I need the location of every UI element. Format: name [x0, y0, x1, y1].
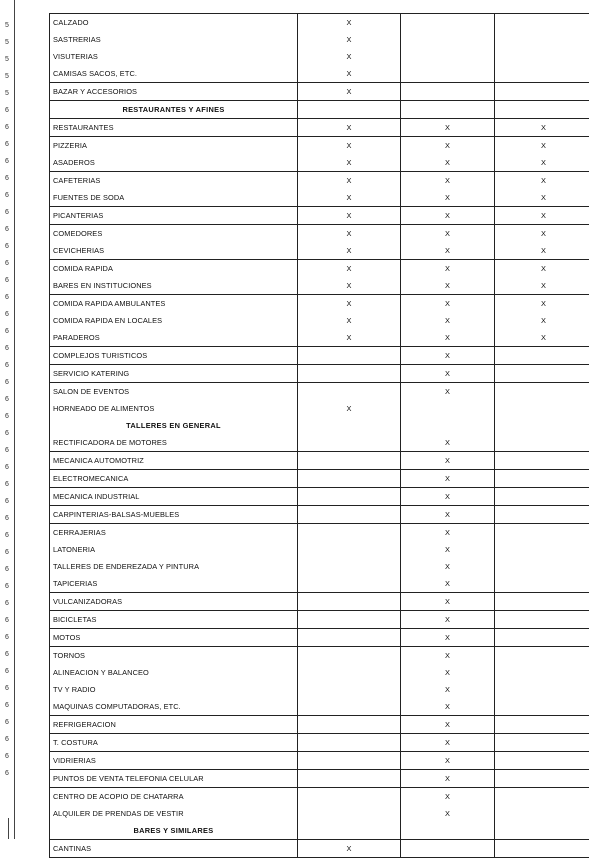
- mark-cell-c1: [298, 383, 401, 401]
- margin-mark: 6: [5, 753, 9, 760]
- mark-cell-c2: X: [401, 488, 495, 506]
- mark-cell-c1: [298, 716, 401, 734]
- margin-mark: 6: [5, 328, 9, 335]
- activity-name: BARES EN INSTITUCIONES: [50, 277, 298, 295]
- margin-mark: 6: [5, 583, 9, 590]
- margin-mark: 6: [5, 685, 9, 692]
- activity-name: COMIDA RAPIDA EN LOCALES: [50, 312, 298, 329]
- mark-cell-c3: X: [495, 189, 589, 207]
- mark-cell-c2: X: [401, 189, 495, 207]
- mark-cell-c1: X: [298, 119, 401, 137]
- mark-cell-c3: [495, 470, 589, 488]
- activity-name: SERVICIO KATERING: [50, 365, 298, 383]
- mark-cell-c3: [495, 400, 589, 417]
- table-row: [50, 734, 589, 752]
- activity-name: PUNTOS DE VENTA TELEFONIA CELULAR: [50, 770, 298, 788]
- mark-cell-c1: [298, 611, 401, 629]
- mark-cell-c3: X: [495, 225, 589, 243]
- table-row: [50, 365, 589, 383]
- mark-cell-c3: X: [495, 207, 589, 225]
- table-row: [50, 611, 589, 629]
- mark-cell-c1: X: [298, 840, 401, 858]
- table-row: [50, 752, 589, 770]
- margin-mark: 6: [5, 413, 9, 420]
- mark-cell-c2: X: [401, 277, 495, 295]
- section-header-row: [50, 101, 589, 119]
- activity-name: CAFETERIAS: [50, 172, 298, 190]
- activity-name: COMEDORES: [50, 225, 298, 243]
- mark-cell-c3: X: [495, 154, 589, 172]
- activity-name: CAMISAS SACOS, ETC.: [50, 65, 298, 83]
- mark-cell-c2: X: [401, 295, 495, 313]
- table-row: [50, 31, 589, 48]
- mark-cell-c1: [298, 524, 401, 542]
- activities-table-body: [50, 14, 589, 858]
- table-row: [50, 189, 589, 207]
- mark-cell-c1: [298, 770, 401, 788]
- table-row: [50, 470, 589, 488]
- mark-cell-c3: [495, 452, 589, 470]
- table-row: [50, 541, 589, 558]
- mark-cell-c1: [298, 365, 401, 383]
- table-row: [50, 260, 589, 278]
- table-row: [50, 48, 589, 65]
- mark-cell-c1: X: [298, 48, 401, 65]
- mark-cell-c2: X: [401, 698, 495, 716]
- margin-mark: 6: [5, 158, 9, 165]
- mark-cell-c2: [401, 400, 495, 417]
- left-margin-rule-lower: [8, 818, 9, 839]
- table-row: [50, 83, 589, 101]
- activity-name: ALQUILER DE PRENDAS DE VESTIR: [50, 805, 298, 822]
- margin-mark: 6: [5, 719, 9, 726]
- mark-cell-c3: [495, 716, 589, 734]
- mark-cell-c3: X: [495, 172, 589, 190]
- activity-name: ALINEACION Y BALANCEO: [50, 664, 298, 681]
- table-row: [50, 558, 589, 575]
- mark-cell-c1: [298, 541, 401, 558]
- mark-cell-c1: [298, 593, 401, 611]
- activity-name: VISUTERIAS: [50, 48, 298, 65]
- mark-cell-c2: X: [401, 664, 495, 681]
- table-row: [50, 400, 589, 417]
- activity-name: PARADEROS: [50, 329, 298, 347]
- mark-cell-c3: [495, 347, 589, 365]
- activity-name: MAQUINAS COMPUTADORAS, ETC.: [50, 698, 298, 716]
- mark-cell-c3: [495, 365, 589, 383]
- table-row: [50, 698, 589, 716]
- mark-cell-c3: [495, 770, 589, 788]
- mark-cell-c2: X: [401, 329, 495, 347]
- activity-name: ASADEROS: [50, 154, 298, 172]
- mark-cell-c1: [298, 470, 401, 488]
- activity-name: VIDRIERIAS: [50, 752, 298, 770]
- mark-cell-c3: [495, 575, 589, 593]
- mark-cell-c1: [298, 681, 401, 698]
- mark-cell-c3: X: [495, 329, 589, 347]
- mark-cell-c1: [298, 452, 401, 470]
- table-row: [50, 681, 589, 698]
- margin-mark: 6: [5, 141, 9, 148]
- table-row: [50, 242, 589, 260]
- activity-name: COMPLEJOS TURISTICOS: [50, 347, 298, 365]
- mark-cell-c2: X: [401, 558, 495, 575]
- margin-mark: 5: [5, 90, 9, 97]
- mark-cell-c1: [298, 805, 401, 822]
- mark-cell-c1: [298, 734, 401, 752]
- mark-cell-c2: X: [401, 154, 495, 172]
- margin-mark: 6: [5, 481, 9, 488]
- table-row: [50, 506, 589, 524]
- table-row: [50, 295, 589, 313]
- mark-cell-c2: X: [401, 611, 495, 629]
- mark-cell-c2: X: [401, 434, 495, 452]
- mark-cell-c3: [495, 14, 589, 32]
- mark-cell-c3: [495, 647, 589, 665]
- section-header-row: [50, 822, 589, 840]
- empty-cell: [298, 417, 401, 434]
- mark-cell-c2: [401, 14, 495, 32]
- activity-name: BICICLETAS: [50, 611, 298, 629]
- table-row: [50, 488, 589, 506]
- mark-cell-c2: [401, 840, 495, 858]
- margin-mark: 6: [5, 532, 9, 539]
- mark-cell-c2: X: [401, 647, 495, 665]
- mark-cell-c1: X: [298, 65, 401, 83]
- mark-cell-c3: [495, 840, 589, 858]
- activity-name: SALON DE EVENTOS: [50, 383, 298, 401]
- mark-cell-c3: [495, 83, 589, 101]
- activity-name: ELECTROMECANICA: [50, 470, 298, 488]
- table-row: [50, 277, 589, 295]
- table-row: [50, 14, 589, 32]
- mark-cell-c2: X: [401, 506, 495, 524]
- empty-cell: [495, 101, 589, 119]
- mark-cell-c1: X: [298, 189, 401, 207]
- mark-cell-c3: X: [495, 119, 589, 137]
- mark-cell-c3: [495, 788, 589, 806]
- margin-mark: 6: [5, 243, 9, 250]
- margin-mark: 6: [5, 379, 9, 386]
- margin-mark: 6: [5, 736, 9, 743]
- activities-table: [49, 13, 589, 858]
- activity-name: FUENTES DE SODA: [50, 189, 298, 207]
- mark-cell-c3: [495, 734, 589, 752]
- mark-cell-c3: [495, 611, 589, 629]
- empty-cell: [298, 101, 401, 119]
- margin-mark: 6: [5, 515, 9, 522]
- mark-cell-c3: X: [495, 137, 589, 155]
- table-row: [50, 805, 589, 822]
- mark-cell-c2: X: [401, 452, 495, 470]
- mark-cell-c2: X: [401, 770, 495, 788]
- mark-cell-c3: [495, 558, 589, 575]
- table-row: [50, 312, 589, 329]
- mark-cell-c2: X: [401, 629, 495, 647]
- mark-cell-c1: X: [298, 154, 401, 172]
- mark-cell-c2: X: [401, 347, 495, 365]
- mark-cell-c2: X: [401, 383, 495, 401]
- margin-mark: 5: [5, 56, 9, 63]
- mark-cell-c1: [298, 629, 401, 647]
- activity-name: TAPICERIAS: [50, 575, 298, 593]
- margin-mark: 6: [5, 651, 9, 658]
- activity-name: MECANICA AUTOMOTRIZ: [50, 452, 298, 470]
- mark-cell-c1: X: [298, 312, 401, 329]
- section-title: RESTAURANTES Y AFINES: [50, 101, 298, 119]
- margin-mark: 6: [5, 634, 9, 641]
- table-row: [50, 629, 589, 647]
- margin-mark: 6: [5, 498, 9, 505]
- table-row: [50, 207, 589, 225]
- activity-name: T. COSTURA: [50, 734, 298, 752]
- margin-mark: 6: [5, 277, 9, 284]
- activity-name: HORNEADO DE ALIMENTOS: [50, 400, 298, 417]
- mark-cell-c1: [298, 558, 401, 575]
- empty-cell: [401, 822, 495, 840]
- margin-mark: 6: [5, 600, 9, 607]
- mark-cell-c1: X: [298, 242, 401, 260]
- activity-name: CEVICHERIAS: [50, 242, 298, 260]
- margin-mark: 6: [5, 294, 9, 301]
- margin-mark: 6: [5, 362, 9, 369]
- mark-cell-c1: [298, 788, 401, 806]
- mark-cell-c1: X: [298, 400, 401, 417]
- activity-name: BAZAR Y ACCESORIOS: [50, 83, 298, 101]
- margin-mark: 6: [5, 209, 9, 216]
- activity-name: COMIDA RAPIDA AMBULANTES: [50, 295, 298, 313]
- margin-mark: 5: [5, 73, 9, 80]
- mark-cell-c1: X: [298, 277, 401, 295]
- empty-cell: [298, 822, 401, 840]
- mark-cell-c3: X: [495, 312, 589, 329]
- margin-mark: 6: [5, 311, 9, 318]
- table-row: [50, 593, 589, 611]
- left-margin-rule: [14, 0, 15, 839]
- mark-cell-c1: X: [298, 207, 401, 225]
- activity-name: VULCANIZADORAS: [50, 593, 298, 611]
- mark-cell-c1: [298, 752, 401, 770]
- table-row: [50, 225, 589, 243]
- mark-cell-c2: X: [401, 593, 495, 611]
- mark-cell-c1: [298, 698, 401, 716]
- table-row: [50, 664, 589, 681]
- table-row: [50, 452, 589, 470]
- activity-name: REFRIGERACION: [50, 716, 298, 734]
- margin-mark: 6: [5, 396, 9, 403]
- mark-cell-c3: [495, 752, 589, 770]
- mark-cell-c2: X: [401, 681, 495, 698]
- table-row: [50, 716, 589, 734]
- margin-mark: 6: [5, 668, 9, 675]
- mark-cell-c3: [495, 488, 589, 506]
- mark-cell-c2: [401, 48, 495, 65]
- mark-cell-c2: [401, 31, 495, 48]
- mark-cell-c3: [495, 31, 589, 48]
- table-row: [50, 840, 589, 858]
- margin-mark: 6: [5, 226, 9, 233]
- mark-cell-c1: X: [298, 137, 401, 155]
- margin-mark: 6: [5, 464, 9, 471]
- margin-mark: 5: [5, 22, 9, 29]
- table-row: [50, 65, 589, 83]
- mark-cell-c2: [401, 83, 495, 101]
- mark-cell-c2: X: [401, 137, 495, 155]
- mark-cell-c2: X: [401, 541, 495, 558]
- table-row: [50, 172, 589, 190]
- activity-name: TALLERES DE ENDEREZADA Y PINTURA: [50, 558, 298, 575]
- activity-name: MOTOS: [50, 629, 298, 647]
- mark-cell-c3: [495, 681, 589, 698]
- activity-name: PICANTERIAS: [50, 207, 298, 225]
- activity-name: CALZADO: [50, 14, 298, 32]
- margin-mark: 6: [5, 566, 9, 573]
- empty-cell: [401, 101, 495, 119]
- table-row: [50, 434, 589, 452]
- mark-cell-c1: X: [298, 260, 401, 278]
- mark-cell-c3: X: [495, 277, 589, 295]
- margin-mark: 6: [5, 549, 9, 556]
- activity-name: MECANICA INDUSTRIAL: [50, 488, 298, 506]
- mark-cell-c2: X: [401, 119, 495, 137]
- table-row: [50, 347, 589, 365]
- activity-name: RESTAURANTES: [50, 119, 298, 137]
- table-row: [50, 647, 589, 665]
- margin-mark: 6: [5, 447, 9, 454]
- table-row: [50, 770, 589, 788]
- mark-cell-c3: [495, 593, 589, 611]
- mark-cell-c2: X: [401, 172, 495, 190]
- empty-cell: [401, 417, 495, 434]
- mark-cell-c1: [298, 488, 401, 506]
- mark-cell-c3: X: [495, 295, 589, 313]
- mark-cell-c2: X: [401, 312, 495, 329]
- mark-cell-c2: X: [401, 225, 495, 243]
- section-title: TALLERES EN GENERAL: [50, 417, 298, 434]
- mark-cell-c1: [298, 647, 401, 665]
- table-row: [50, 524, 589, 542]
- mark-cell-c1: X: [298, 225, 401, 243]
- mark-cell-c3: [495, 541, 589, 558]
- empty-cell: [495, 822, 589, 840]
- margin-mark: 6: [5, 345, 9, 352]
- section-header-row: [50, 417, 589, 434]
- mark-cell-c1: [298, 347, 401, 365]
- mark-cell-c3: [495, 698, 589, 716]
- mark-cell-c1: X: [298, 172, 401, 190]
- margin-mark: 6: [5, 260, 9, 267]
- mark-cell-c3: [495, 383, 589, 401]
- table-row: [50, 383, 589, 401]
- margin-mark: 5: [5, 39, 9, 46]
- margin-mark: 6: [5, 192, 9, 199]
- table-row: [50, 329, 589, 347]
- mark-cell-c3: X: [495, 260, 589, 278]
- activity-name: PIZZERIA: [50, 137, 298, 155]
- mark-cell-c1: X: [298, 329, 401, 347]
- mark-cell-c2: X: [401, 752, 495, 770]
- mark-cell-c1: [298, 434, 401, 452]
- mark-cell-c3: [495, 506, 589, 524]
- mark-cell-c3: [495, 48, 589, 65]
- activity-name: COMIDA RAPIDA: [50, 260, 298, 278]
- mark-cell-c2: X: [401, 207, 495, 225]
- section-title: BARES Y SIMILARES: [50, 822, 298, 840]
- activity-name: TV Y RADIO: [50, 681, 298, 698]
- mark-cell-c2: X: [401, 242, 495, 260]
- mark-cell-c2: X: [401, 716, 495, 734]
- mark-cell-c1: [298, 664, 401, 681]
- margin-mark: 6: [5, 702, 9, 709]
- activity-name: CARPINTERIAS-BALSAS-MUEBLES: [50, 506, 298, 524]
- empty-cell: [495, 417, 589, 434]
- mark-cell-c2: X: [401, 365, 495, 383]
- activity-name: SASTRERIAS: [50, 31, 298, 48]
- mark-cell-c1: [298, 575, 401, 593]
- activity-name: CERRAJERIAS: [50, 524, 298, 542]
- margin-mark: 6: [5, 124, 9, 131]
- mark-cell-c2: [401, 65, 495, 83]
- table-row: [50, 788, 589, 806]
- table-row: [50, 154, 589, 172]
- mark-cell-c2: X: [401, 805, 495, 822]
- mark-cell-c3: [495, 434, 589, 452]
- mark-cell-c2: X: [401, 260, 495, 278]
- mark-cell-c3: [495, 524, 589, 542]
- mark-cell-c1: X: [298, 31, 401, 48]
- mark-cell-c3: [495, 629, 589, 647]
- mark-cell-c1: X: [298, 83, 401, 101]
- activity-name: CANTINAS: [50, 840, 298, 858]
- mark-cell-c2: X: [401, 734, 495, 752]
- activity-name: TORNOS: [50, 647, 298, 665]
- mark-cell-c1: X: [298, 295, 401, 313]
- margin-mark: 6: [5, 770, 9, 777]
- mark-cell-c3: [495, 65, 589, 83]
- margin-mark: 6: [5, 430, 9, 437]
- margin-mark: 6: [5, 617, 9, 624]
- activity-name: CENTRO DE ACOPIO DE CHATARRA: [50, 788, 298, 806]
- margin-mark: 6: [5, 175, 9, 182]
- mark-cell-c2: X: [401, 788, 495, 806]
- table-row: [50, 137, 589, 155]
- margin-mark: 6: [5, 107, 9, 114]
- mark-cell-c1: [298, 506, 401, 524]
- mark-cell-c2: X: [401, 524, 495, 542]
- mark-cell-c2: X: [401, 575, 495, 593]
- activity-name: LATONERIA: [50, 541, 298, 558]
- mark-cell-c2: X: [401, 470, 495, 488]
- activity-name: RECTIFICADORA DE MOTORES: [50, 434, 298, 452]
- mark-cell-c3: X: [495, 242, 589, 260]
- mark-cell-c1: X: [298, 14, 401, 32]
- mark-cell-c3: [495, 805, 589, 822]
- table-row: [50, 119, 589, 137]
- table-row: [50, 575, 589, 593]
- mark-cell-c3: [495, 664, 589, 681]
